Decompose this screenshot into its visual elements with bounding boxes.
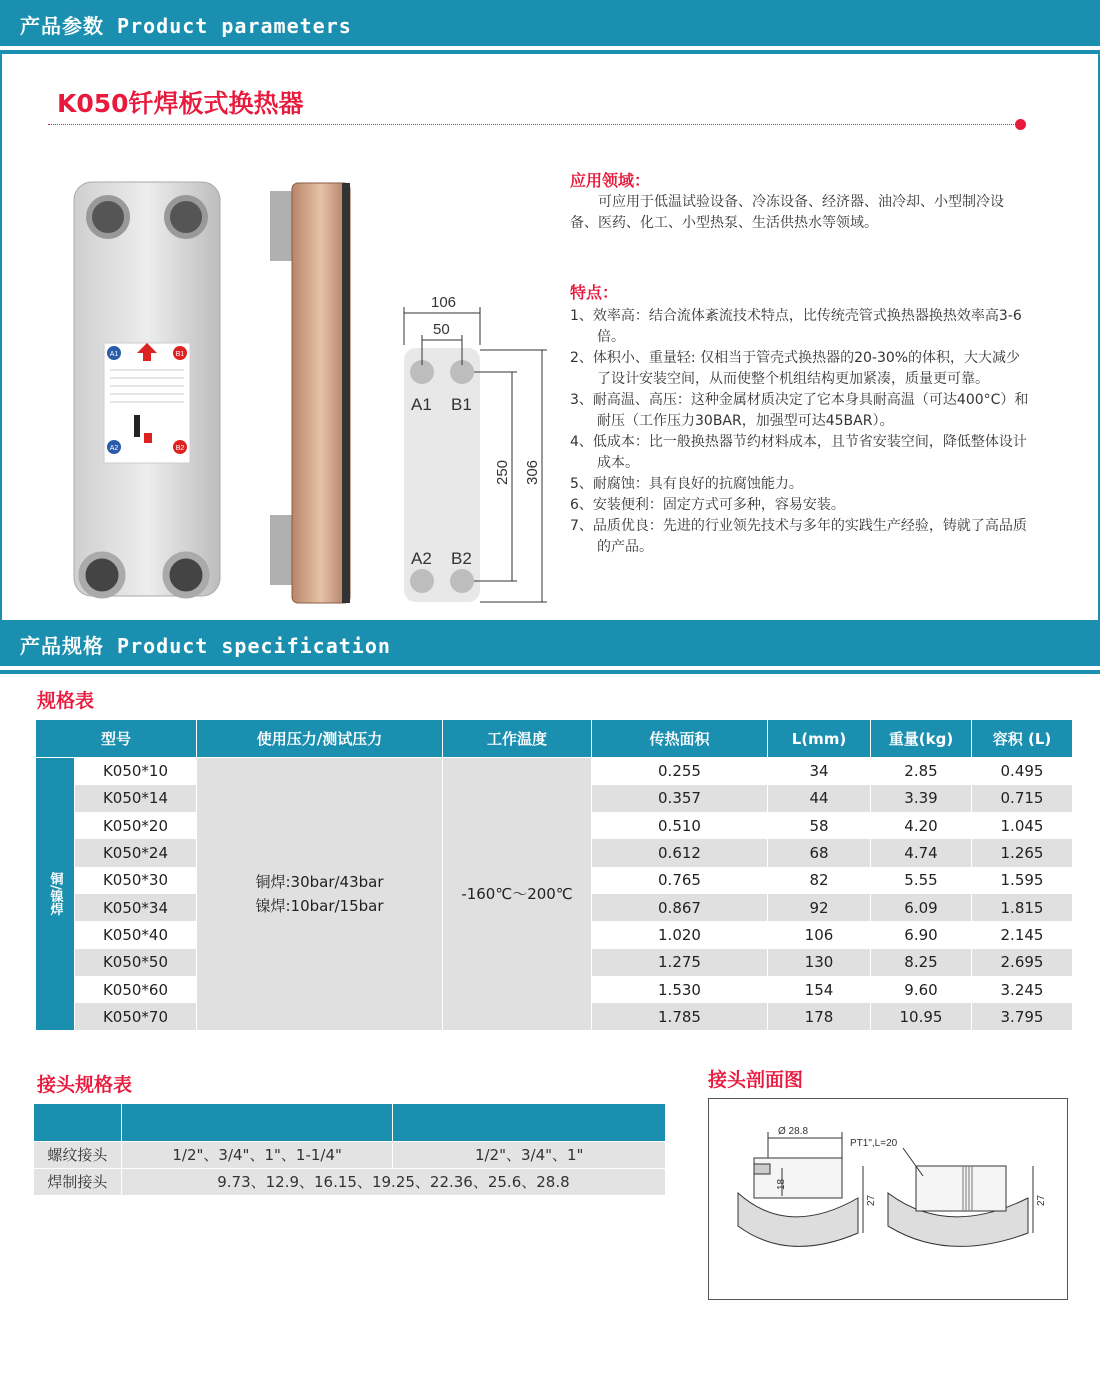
dotted-divider — [48, 124, 1020, 125]
specification-header-bar — [0, 620, 1100, 666]
cell-volume: 2.145 — [972, 921, 1073, 948]
cell-area: 1.530 — [592, 976, 768, 1003]
col-header-pressure: 使用压力/测试压力 — [197, 720, 443, 758]
cell-area: 1.785 — [592, 1003, 768, 1030]
joint-row-label: 焊制接头 — [34, 1168, 122, 1195]
joint-header-cell — [393, 1104, 666, 1141]
joint-header-cell — [121, 1104, 393, 1141]
spec-table — [35, 719, 1073, 1030]
feature-item: 2、体积小、重量轻: 仅相当于管壳式换热器的20-30%的体积，大大减少了设计安装空间，从而使整个机组结构更加紧凑，质量更可靠。 — [570, 350, 1021, 387]
section-drawing — [708, 1098, 1068, 1300]
cell-weight: 4.74 — [871, 839, 972, 866]
material-label: 铜/镍焊 — [36, 758, 75, 1031]
table-row — [34, 1168, 666, 1195]
joint-cell: 9.73、12.9、16.15、19.25、22.36、25.6、28.8 — [121, 1168, 665, 1195]
cell-model: K050*60 — [75, 976, 197, 1003]
col-header-length: L(mm) — [768, 720, 871, 758]
dim-width-outer: 106 — [431, 294, 457, 311]
cell-model: K050*40 — [75, 921, 197, 948]
feature-item: 1、效率高：结合流体紊流技术特点，比传统壳管式换热器换热效率高3-6倍。 — [570, 308, 1022, 345]
cell-model: K050*70 — [75, 1003, 197, 1030]
cell-weight: 4.20 — [871, 812, 972, 839]
col-header-model: 型号 — [36, 720, 197, 758]
pressure-line: 铜焊:30bar/43bar — [255, 873, 384, 892]
cell-volume: 2.695 — [972, 949, 1073, 976]
spec-table-heading: 规格表 — [37, 690, 95, 712]
svg-text:A2: A2 — [109, 445, 119, 452]
dim-port-a1: A1 — [411, 395, 432, 414]
pressure-line: 镍焊:10bar/15bar — [255, 897, 384, 916]
cell-volume: 3.245 — [972, 976, 1073, 1003]
joint-header-cell — [34, 1104, 122, 1141]
dim-height-outer: 306 — [524, 459, 541, 485]
cell-length: 154 — [768, 976, 871, 1003]
feature-item: 4、低成本：比一般换热器节约材料成本，且节省安装空间，降低整体设计成本。 — [570, 434, 1027, 471]
cell-model: K050*10 — [75, 758, 197, 785]
drawing-dim27a: 27 — [866, 1194, 877, 1206]
cell-weight: 10.95 — [871, 1003, 972, 1030]
parameters-header-bar — [0, 0, 1100, 46]
cell-area: 0.765 — [592, 867, 768, 894]
cell-volume: 1.265 — [972, 839, 1073, 866]
cell-weight: 8.25 — [871, 949, 972, 976]
cell-length: 130 — [768, 949, 871, 976]
cell-weight: 9.60 — [871, 976, 972, 1003]
features-heading: 特点： — [570, 283, 619, 302]
cell-weight: 5.55 — [871, 867, 972, 894]
cell-area: 1.275 — [592, 949, 768, 976]
cell-volume: 0.495 — [972, 758, 1073, 785]
joint-table-heading: 接头规格表 — [37, 1074, 133, 1096]
cell-model: K050*20 — [75, 812, 197, 839]
cell-area: 0.255 — [592, 758, 768, 785]
cell-length: 44 — [768, 785, 871, 812]
feature-item: 5、耐腐蚀：具有良好的抗腐蚀能力。 — [570, 476, 803, 492]
application-heading: 应用领域： — [570, 171, 651, 190]
svg-text:B2: B2 — [175, 445, 185, 452]
dimension-diagram — [395, 285, 555, 605]
dim-height-inner: 250 — [494, 459, 511, 485]
cell-model: K050*34 — [75, 894, 197, 921]
col-header-volume: 容积 (L) — [972, 720, 1073, 758]
cell-length: 58 — [768, 812, 871, 839]
drawing-thread: PT1",L=20 — [850, 1138, 898, 1149]
cell-volume: 1.595 — [972, 867, 1073, 894]
product-title: K050钎焊板式换热器 — [57, 89, 304, 118]
cell-length: 68 — [768, 839, 871, 866]
cell-area: 0.867 — [592, 894, 768, 921]
cell-weight: 6.90 — [871, 921, 972, 948]
section-drawing-heading: 接头剖面图 — [708, 1069, 804, 1091]
dim-port-b1: B1 — [451, 395, 472, 414]
cell-weight: 2.85 — [871, 758, 972, 785]
cell-area: 1.020 — [592, 921, 768, 948]
cell-model: K050*50 — [75, 949, 197, 976]
col-header-temperature: 工作温度 — [443, 720, 592, 758]
feature-item: 6、安装便利：固定方式可多种，容易安装。 — [570, 497, 845, 513]
table-header-row — [34, 1104, 666, 1141]
cell-temperature: -160℃～200℃ — [443, 758, 592, 1031]
cell-model: K050*30 — [75, 867, 197, 894]
drawing-dia: Ø 28.8 — [778, 1126, 809, 1137]
cell-length: 106 — [768, 921, 871, 948]
cell-weight: 3.39 — [871, 785, 972, 812]
joint-cell: 1/2"、3/4"、1" — [393, 1141, 666, 1168]
product-image — [60, 175, 360, 605]
application-text: 可应用于低温试验设备、冷冻设备、经济器、油冷却、小型制冷设备、医药、化工、小型热泵、生活供热水等领域。 — [570, 194, 1004, 231]
col-header-weight: 重量(kg) — [871, 720, 972, 758]
cell-weight: 6.09 — [871, 894, 972, 921]
cell-area: 0.510 — [592, 812, 768, 839]
specification-section-title: 产品规格 Product specification — [20, 634, 391, 658]
feature-item: 3、耐高温、高压：这种金属材质决定了它本身具耐高温（可达400°C）和耐压（工作压力30BAR，加强型可达45BAR）。 — [570, 392, 1029, 429]
dim-width-inner: 50 — [433, 321, 450, 338]
cell-volume: 1.815 — [972, 894, 1073, 921]
cell-length: 82 — [768, 867, 871, 894]
cell-volume: 0.715 — [972, 785, 1073, 812]
svg-text:B1: B1 — [175, 351, 185, 358]
divider-dot — [1015, 119, 1026, 130]
dim-port-b2: B2 — [451, 549, 472, 568]
col-header-area: 传热面积 — [592, 720, 768, 758]
divider — [0, 670, 1100, 674]
parameters-section-title: 产品参数 Product parameters — [20, 14, 352, 38]
joint-row-label: 螺纹接头 — [34, 1141, 122, 1168]
joint-cell: 1/2"、3/4"、1"、1-1/4" — [121, 1141, 393, 1168]
table-row — [34, 1141, 666, 1168]
cell-area: 0.612 — [592, 839, 768, 866]
cell-volume: 3.795 — [972, 1003, 1073, 1030]
svg-text:A1: A1 — [109, 351, 119, 358]
joint-table — [33, 1104, 666, 1196]
drawing-dim18: 18 — [776, 1178, 787, 1190]
cell-length: 92 — [768, 894, 871, 921]
drawing-dim27b: 27 — [1036, 1194, 1047, 1206]
cell-length: 178 — [768, 1003, 871, 1030]
cell-model: K050*14 — [75, 785, 197, 812]
port-a1 — [89, 198, 127, 236]
features-list — [570, 306, 1030, 558]
cell-area: 0.357 — [592, 785, 768, 812]
feature-item: 7、品质优良：先进的行业领先技术与多年的实践生产经验，铸就了高品质的产品。 — [570, 518, 1027, 555]
cell-pressure — [197, 758, 443, 1031]
table-row — [36, 758, 1073, 785]
cell-length: 34 — [768, 758, 871, 785]
cell-model: K050*24 — [75, 839, 197, 866]
dim-port-a2: A2 — [411, 549, 432, 568]
cell-volume: 1.045 — [972, 812, 1073, 839]
